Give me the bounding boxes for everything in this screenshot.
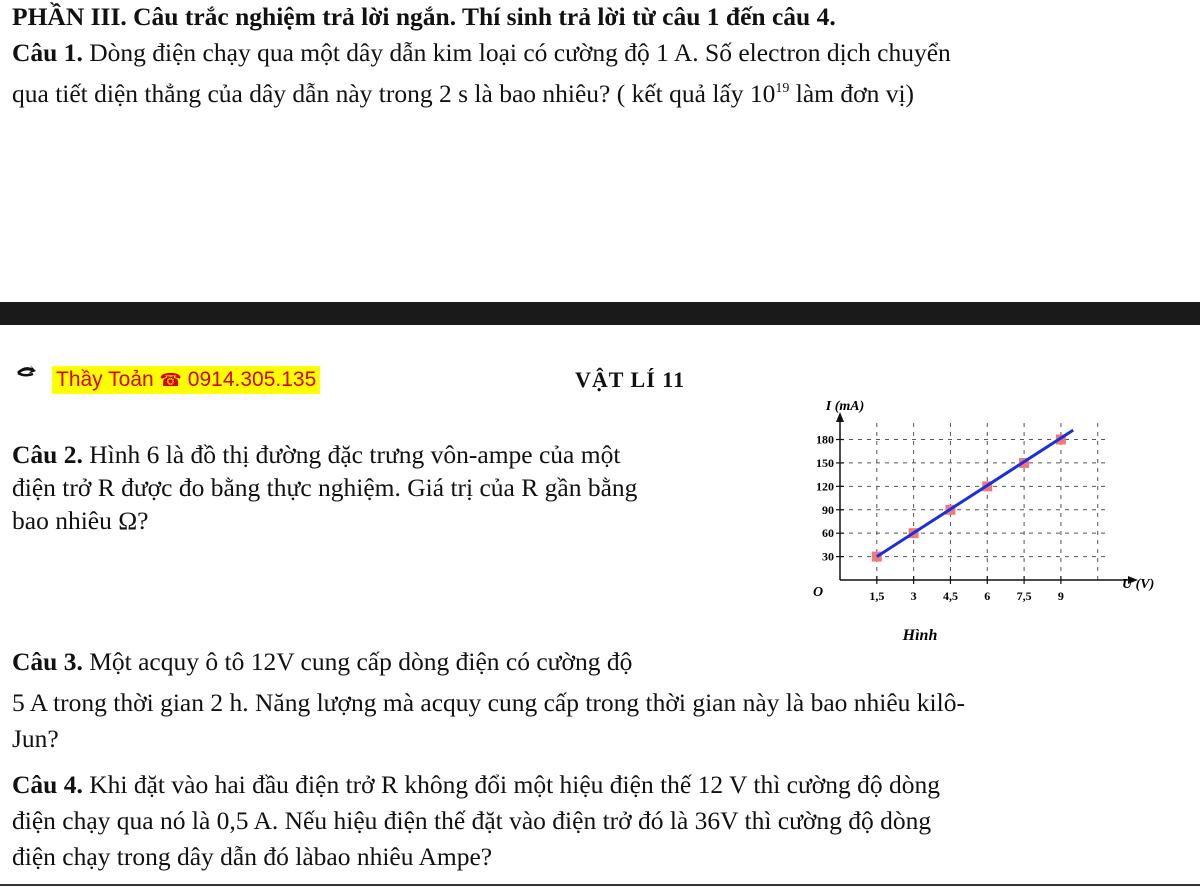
y-tick-label: 30: [822, 549, 834, 564]
question-2-label: Câu 2.: [12, 440, 83, 469]
question-3-text-1: Một acquy ô tô 12V cung cấp dòng điện có cường độ: [82, 647, 633, 676]
vi-characteristic-chart: [780, 390, 1160, 645]
page-separator: [0, 302, 1200, 325]
y-tick-label: 90: [822, 502, 834, 517]
x-tick-label: 1,5: [869, 589, 885, 603]
chart-series-line: [877, 430, 1073, 556]
question-4-line-1: [12, 770, 940, 800]
question-4-label: Câu 4.: [12, 770, 83, 799]
question-4-line-3: điện chạy trong dây dẫn đó làbao nhiêu Ampe?: [12, 842, 493, 871]
question-4-text-1: Khi đặt vào hai đầu điện trở R không đổi một hiệu điện thế 12 V thì cường độ dòng: [82, 770, 941, 799]
arrow-bullet-icon: [15, 364, 37, 380]
x-tick-label: 9: [1057, 589, 1064, 603]
y-tick-label: 120: [816, 479, 834, 494]
question-2-text-1: Hình 6 là đồ thị đường đặc trưng vôn-ampe của một: [82, 440, 621, 469]
question-1-label: Câu 1.: [12, 38, 83, 67]
part-title: PHẦN III. Câu trắc nghiệm trả lời ngắn. Thí sinh trả lời từ câu 1 đến câu 4.: [12, 2, 836, 31]
x-axis-label: U (V): [1122, 577, 1155, 592]
teacher-name: Thầy Toản: [56, 368, 154, 391]
question-3-line-1: [12, 647, 632, 677]
telephone-icon: ☎: [159, 370, 182, 390]
question-1-line-1: [12, 38, 951, 68]
x-tick-label: 3: [910, 589, 917, 603]
y-tick-label: 60: [822, 526, 834, 541]
x-tick-label: 6: [984, 589, 991, 603]
origin-label: O: [812, 585, 824, 600]
question-4-line-2: điện chạy qua nó là 0,5 A. Nếu hiệu điện thế đặt vào điện trở đó là 36V thì cường độ dòng: [12, 806, 932, 835]
question-1-text-1: Dòng điện chạy qua một dây dẫn kim loại có cường độ 1 A. Số electron dịch chuyển: [82, 38, 951, 67]
x-tick-label: 4,5: [942, 589, 958, 603]
question-2-line-2: điện trở R được đo bằng thực nghiệm. Giá trị của R gần bằng: [12, 473, 638, 502]
question-3-line-2: 5 A trong thời gian 2 h. Năng lượng mà acquy cung cấp trong thời gian này là bao nhiêu kilô-: [12, 688, 965, 717]
y-tick-label: 150: [816, 455, 834, 470]
question-3-line-3: Jun?: [12, 724, 59, 753]
question-1-text-2a: qua tiết diện thẳng của dây dẫn này trong 2 s là bao nhiêu? ( kết quả lấy: [12, 79, 750, 108]
teacher-phone: 0914.305.135: [187, 368, 317, 391]
question-1-line-2: [12, 74, 914, 109]
blank-area: [0, 110, 1200, 302]
x-tick-label: 7,5: [1016, 589, 1032, 603]
question-2-line-3: bao nhiêu Ω?: [12, 506, 149, 535]
power-base: 10: [749, 79, 776, 108]
subject-title: VẬT LÍ 11: [575, 367, 686, 392]
teacher-contact: [52, 366, 320, 394]
bottom-rule: [0, 884, 1200, 886]
y-tick-label: 180: [816, 432, 834, 447]
y-axis-label: I (mA): [825, 399, 865, 414]
question-1-text-2b: làm đơn vị): [789, 79, 915, 108]
power-exponent: 19: [775, 81, 790, 96]
question-2-line-1: [12, 440, 620, 470]
question-3-label: Câu 3.: [12, 647, 83, 676]
figure-caption: Hình: [902, 627, 938, 644]
